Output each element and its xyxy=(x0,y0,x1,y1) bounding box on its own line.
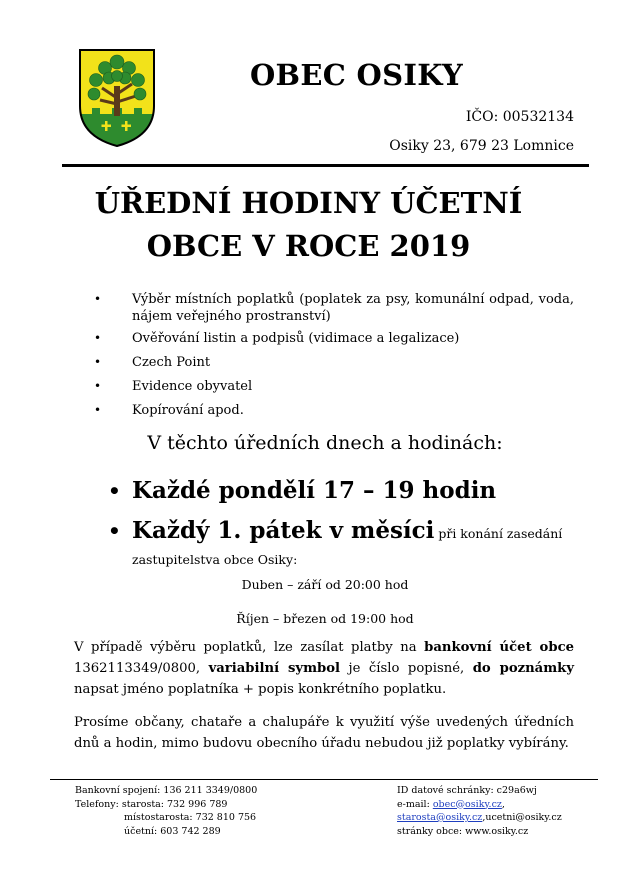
bank-account-label: bankovní účet obce xyxy=(424,640,574,655)
coat-of-arms-emblem xyxy=(78,48,156,148)
website: stránky obce: www.osiky.cz xyxy=(397,825,529,837)
list-item xyxy=(94,402,574,419)
list-item-text: Czech Point xyxy=(132,355,211,370)
email-ucetni: ucetni@osiky.cz xyxy=(485,812,562,823)
notice-paragraph: Prosíme občany, chataře a chalupáře k využití výše uvedených úředních dnů a hodin, mimo budovu obecního úřadu nebudou již poplatky vybírány. xyxy=(74,715,574,751)
list-item xyxy=(94,330,574,347)
phone-mistostarosta: místostarosta: 732 810 756 xyxy=(124,812,257,823)
list-item xyxy=(94,354,574,371)
phone-starosta: Telefony: starosta: 732 996 789 xyxy=(75,798,228,810)
schedule-note: při konání zasedání xyxy=(434,526,563,541)
email-link-obec[interactable]: obec@osiky.cz xyxy=(432,798,502,810)
header-divider xyxy=(62,164,589,167)
phone-ucetni: účetní: 603 742 289 xyxy=(124,825,221,837)
period-summer: Duben – září od 20:00 hod xyxy=(241,577,409,592)
bullet-icon: • xyxy=(94,292,102,306)
text-run: je číslo popisné, xyxy=(340,661,473,676)
email-line xyxy=(397,798,562,812)
bullet-icon: • xyxy=(94,355,102,369)
bullet-icon: • xyxy=(94,331,102,345)
list-item-text: Výběr místních poplatků (poplatek za psy, komunální odpad, voda, nájem veřejného prostranství) xyxy=(132,292,574,324)
bank-info: Bankovní spojení: 136 211 3349/0800 xyxy=(75,785,258,796)
document-title-line-2: OBCE V ROCE 2019 xyxy=(146,229,471,263)
bullet-icon: • xyxy=(108,479,121,503)
bullet-icon: • xyxy=(94,403,102,417)
schedule-intro: V těchto úředních dnech a hodinách: xyxy=(147,432,503,454)
text-run: napsat jméno poplatníka + popis konkrétního poplatku. xyxy=(74,682,447,697)
footer-online xyxy=(397,784,562,838)
email-line-2 xyxy=(397,811,562,825)
schedule-text: Každý 1. pátek v měsíci xyxy=(132,517,435,544)
coat-of-arms-icon xyxy=(78,48,156,148)
period-winter: Říjen – březen od 19:00 hod xyxy=(236,611,414,626)
list-item-text: Kopírování apod. xyxy=(132,403,244,418)
text-run: V případě výběru poplatků, lze zasílat platby na xyxy=(74,640,425,655)
separator: , xyxy=(501,798,505,810)
payment-paragraph xyxy=(74,637,574,700)
variable-symbol-label: variabilní symbol xyxy=(208,661,341,676)
document-title-line-1: ÚŘEDNÍ HODINY ÚČETNÍ xyxy=(94,186,523,220)
company-id: IČO: 00532134 xyxy=(465,109,574,125)
email-label: e-mail: xyxy=(397,798,433,810)
list-item xyxy=(94,378,574,395)
bullet-icon: • xyxy=(94,379,102,393)
org-name: OBEC OSIKY xyxy=(250,58,463,92)
email-link-starosta[interactable]: starosta@osiky.cz xyxy=(397,812,483,823)
list-item-text: Evidence obyvatel xyxy=(132,379,253,394)
schedule-item-monday xyxy=(108,477,496,504)
footer-contacts xyxy=(75,784,257,838)
list-item xyxy=(94,291,574,325)
note-label: do poznámky xyxy=(472,661,574,676)
separator: , xyxy=(482,812,486,823)
list-item-text: Ověřování listin a podpisů (vidimace a legalizace) xyxy=(132,331,460,346)
text-run: 1362113349/0800, xyxy=(74,661,209,676)
databox-id: ID datové schránky: c29a6wj xyxy=(397,785,537,796)
bullet-icon: • xyxy=(108,519,121,543)
footer-divider xyxy=(50,779,598,780)
address: Osiky 23, 679 23 Lomnice xyxy=(389,138,574,154)
schedule-item-friday xyxy=(108,517,562,544)
schedule-text: Každé pondělí 17 – 19 hodin xyxy=(132,477,497,504)
schedule-note-continued: zastupitelstva obce Osiky: xyxy=(132,552,298,567)
